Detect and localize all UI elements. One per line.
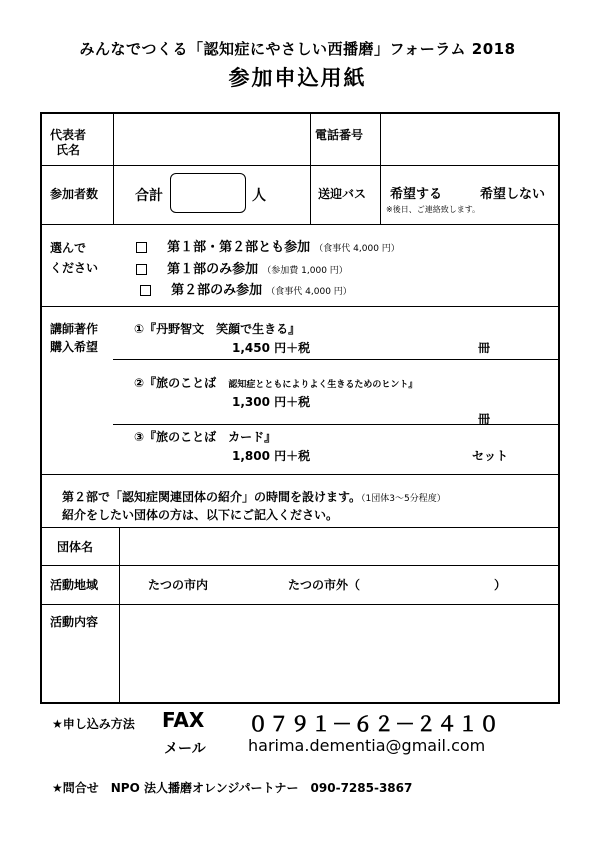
book-2-unit[interactable]: 冊 bbox=[478, 412, 491, 426]
total-label: 合計 bbox=[135, 188, 163, 204]
rep-name-field[interactable] bbox=[116, 114, 308, 163]
option-both[interactable] bbox=[136, 236, 400, 255]
book-2-subtitle: 認知症とともによりよく生きるためのヒント』 bbox=[228, 380, 418, 390]
page-title: みんなでつくる「認知症にやさしい西播磨」フォーラム 2018 bbox=[79, 40, 516, 58]
content-label: 活動内容 bbox=[50, 615, 99, 629]
shuttle-no-option[interactable]: 希望しない bbox=[480, 187, 546, 202]
person-unit: 人 bbox=[252, 188, 266, 204]
option-part1[interactable] bbox=[136, 258, 348, 277]
book-3-price: 1,800 円＋税 bbox=[232, 449, 311, 463]
shuttle-label: 送迎バス bbox=[318, 187, 367, 201]
choose-label: 選んで bbox=[50, 241, 87, 255]
book-1-unit[interactable]: 冊 bbox=[478, 341, 491, 355]
option-note: （参加費 1,000 円） bbox=[262, 266, 348, 276]
option-note: （食事代 4,000 円） bbox=[314, 244, 400, 254]
area-out-close: ） bbox=[494, 578, 507, 592]
checkbox-icon[interactable] bbox=[140, 285, 151, 296]
phone-label: 電話番号 bbox=[315, 128, 364, 142]
book-3-title: ③『旅のことば カード』 bbox=[134, 430, 277, 444]
area-out-option[interactable]: たつの市外（ bbox=[288, 578, 361, 592]
area-label: 活動地域 bbox=[50, 578, 99, 592]
contact-info: ★問合せ NPO 法人播磨オレンジパートナー 090-7285-3867 bbox=[52, 781, 413, 795]
email-link[interactable]: harima.dementia@gmail.com bbox=[248, 736, 486, 755]
option-label: 第２部のみ参加 bbox=[171, 283, 263, 298]
method-label: ★申し込み方法 bbox=[52, 717, 135, 731]
group-notice bbox=[62, 488, 446, 505]
books-label: 講師著作 bbox=[50, 322, 99, 336]
group-notice-text: 第２部で「認知症関連団体の紹介」の時間を設けます。 bbox=[62, 490, 362, 504]
book-2-title-text: ②『旅のことば bbox=[134, 376, 217, 390]
checkbox-icon[interactable] bbox=[136, 242, 147, 253]
form-subtitle: 参加申込用紙 bbox=[228, 66, 367, 90]
rep-label-name: 氏名 bbox=[56, 143, 81, 157]
book-2-title bbox=[134, 374, 417, 391]
content-field[interactable] bbox=[122, 606, 558, 702]
participant-count-field[interactable] bbox=[170, 173, 246, 213]
group-notice-small: （1団体3～5分程度） bbox=[361, 494, 446, 504]
group-name-label: 団体名 bbox=[57, 540, 94, 554]
book-3-unit[interactable]: セット bbox=[472, 449, 509, 463]
mail-label: メール bbox=[164, 741, 206, 757]
option-part2[interactable] bbox=[140, 279, 352, 298]
group-notice-2: 紹介をしたい団体の方は、以下にご記入ください。 bbox=[62, 508, 339, 522]
books-label-2: 購入希望 bbox=[50, 340, 99, 354]
option-label: 第１部のみ参加 bbox=[167, 262, 259, 277]
area-in-option[interactable]: たつの市内 bbox=[148, 578, 209, 592]
rep-label: 代表者 bbox=[50, 128, 87, 142]
count-label: 参加者数 bbox=[50, 187, 99, 201]
group-name-field[interactable] bbox=[122, 529, 558, 563]
phone-field[interactable] bbox=[383, 114, 558, 163]
shuttle-yes-option[interactable]: 希望する bbox=[390, 187, 443, 202]
book-1-title: ①『丹野智文 笑顔で生きる』 bbox=[134, 322, 301, 336]
fax-label: FAX bbox=[162, 708, 205, 732]
book-2-price: 1,300 円＋税 bbox=[232, 395, 311, 409]
fax-number: ０７９１－６２－２４１０ bbox=[248, 712, 500, 736]
shuttle-note: ※後日、ご連絡致します。 bbox=[386, 205, 481, 214]
choose-label-2: ください bbox=[50, 261, 99, 275]
book-1-price: 1,450 円＋税 bbox=[232, 341, 311, 355]
checkbox-icon[interactable] bbox=[136, 264, 147, 275]
option-label: 第１部・第２部とも参加 bbox=[167, 240, 311, 255]
option-note: （食事代 4,000 円） bbox=[266, 287, 352, 297]
